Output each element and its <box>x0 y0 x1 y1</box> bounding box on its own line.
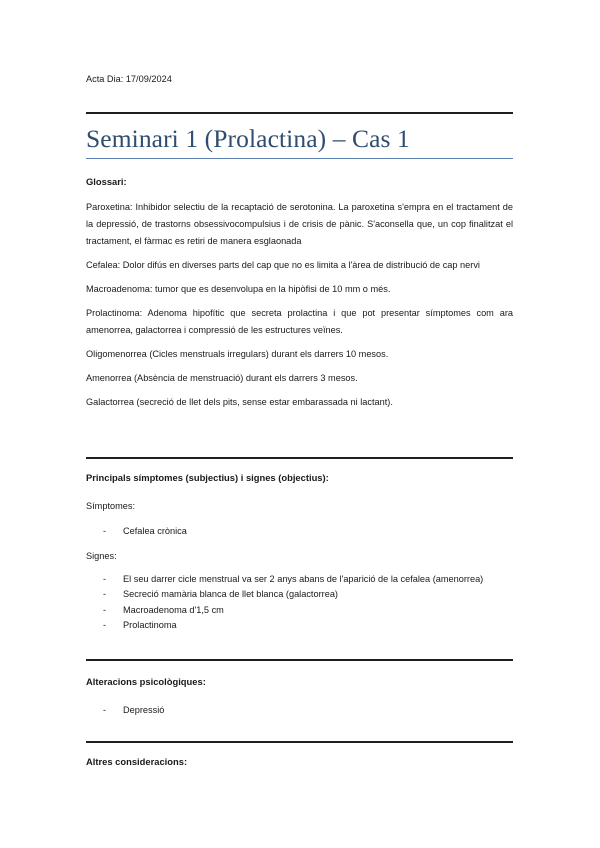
psych-list <box>86 703 513 719</box>
symptoms-heading: Principals símptomes (subjectius) i signes (objectius): <box>86 472 329 483</box>
psych-section <box>86 676 513 719</box>
title-underline <box>86 158 513 159</box>
list-item: - Secreció mamària blanca de llet blanca (galactorrea) <box>86 587 513 603</box>
list-item: - Depressió <box>86 703 513 719</box>
glossari-heading: Glossari: <box>86 176 127 187</box>
other-heading: Altres consideracions: <box>86 756 188 767</box>
signs-label: Signes: <box>86 550 117 561</box>
page-title: Seminari 1 (Prolactina) – Cas 1 <box>86 124 410 153</box>
top-rule <box>86 112 513 114</box>
list-item: - El seu darrer cicle menstrual va ser 2 anys abans de l'aparició de la cefalea (amenorrea) <box>86 572 513 588</box>
glossari-entry: Amenorrea (Absència de menstruació) durant els darrers 3 mesos. <box>86 373 358 383</box>
list-item: - Cefalea crònica <box>86 524 513 540</box>
section-rule <box>86 457 513 459</box>
symptoms-signs-section <box>86 472 513 634</box>
psych-heading: Alteracions psicològiques: <box>86 676 206 687</box>
list-item: - Prolactinoma <box>86 618 513 634</box>
list-item: - Macroadenoma d'1,5 cm <box>86 603 513 619</box>
glossari-section <box>86 176 513 411</box>
glossari-entry: Galactorrea (secreció de llet dels pits, sense estar embarassada ni lactant). <box>86 397 393 407</box>
section-rule <box>86 741 513 743</box>
symptoms-label: Símptomes: <box>86 501 136 511</box>
glossari-entry: Macroadenoma: tumor que es desenvolupa en la hipòfisi de 10 mm o més. <box>86 284 391 294</box>
section-rule <box>86 659 513 661</box>
glossari-entry: Prolactinoma: Adenoma hipofític que secreta prolactina i que pot presentar símptomes com ara amenorrea, galactorrea i compressió de les estructures veïnes. <box>86 308 513 335</box>
other-section <box>86 756 513 767</box>
meeting-date: Acta Dia: 17/09/2024 <box>86 74 172 84</box>
glossari-entry: Paroxetina: Inhibidor selectiu de la recaptació de serotonina. La paroxetina s'empra en el tractament de la depressió, de trastorns obsessivocompulsius i de crisis de pànic. S'aconsella que, un cop finalitzat el tractament, el fàrmac es retiri de manera esglaonada <box>86 202 513 246</box>
glossari-entry: Cefalea: Dolor difús en diverses parts del cap que no es limita a l'àrea de distribució de cap nervi <box>86 260 480 270</box>
glossari-entry: Oligomenorrea (Cicles menstruals irregulars) durant els darrers 10 mesos. <box>86 349 389 359</box>
symptoms-list <box>86 524 513 540</box>
signs-list <box>86 572 513 634</box>
